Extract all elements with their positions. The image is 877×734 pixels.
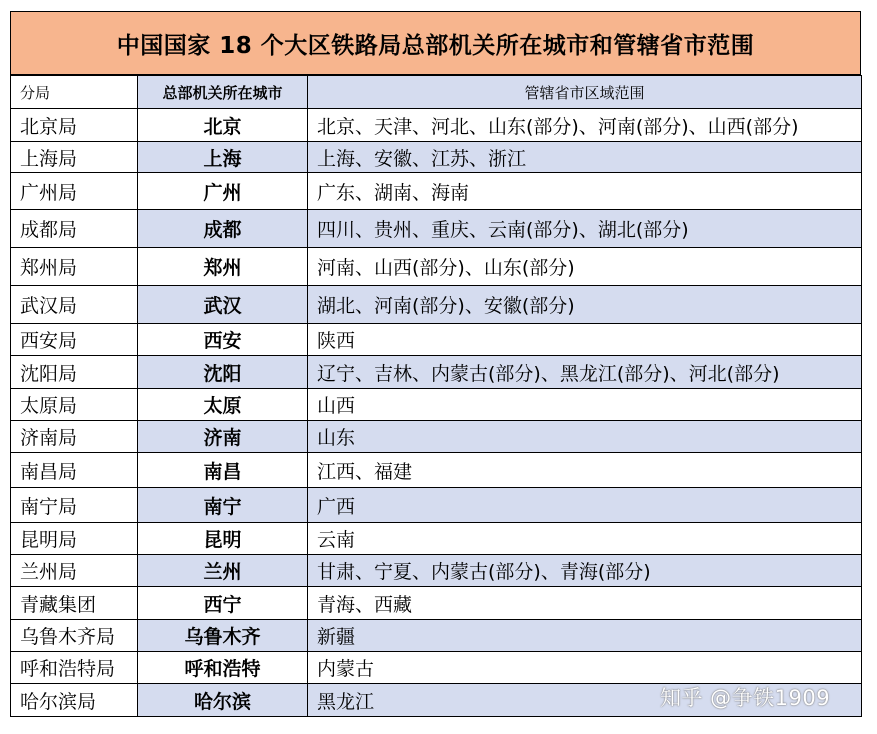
table-row xyxy=(11,555,862,587)
city-cell: 成都 xyxy=(138,210,308,248)
table-row xyxy=(11,421,862,453)
table-row xyxy=(11,286,862,324)
city-cell: 西宁 xyxy=(138,587,308,620)
bureau-cell: 沈阳局 xyxy=(11,356,138,389)
bureau-cell: 北京局 xyxy=(11,109,138,142)
table-row xyxy=(11,488,862,523)
bureau-cell: 乌鲁木齐局 xyxy=(11,620,138,652)
table-row xyxy=(11,523,862,555)
city-cell: 沈阳 xyxy=(138,356,308,389)
scope-cell: 北京、天津、河北、山东(部分)、河南(部分)、山西(部分) xyxy=(308,109,862,142)
table-row xyxy=(11,453,862,488)
table-row xyxy=(11,324,862,356)
scope-cell: 江西、福建 xyxy=(308,453,862,488)
header-row xyxy=(11,76,862,109)
bureau-cell: 郑州局 xyxy=(11,248,138,286)
city-cell: 武汉 xyxy=(138,286,308,324)
scope-cell: 黑龙江 xyxy=(308,684,862,717)
watermark: 知乎 @争铁1909 xyxy=(660,686,831,710)
city-cell: 西安 xyxy=(138,324,308,356)
bureau-table xyxy=(10,75,862,717)
city-cell: 昆明 xyxy=(138,523,308,555)
header-scope: 管辖省市区域范围 xyxy=(308,76,862,109)
table-row xyxy=(11,620,862,652)
table-row xyxy=(11,173,862,210)
city-cell: 乌鲁木齐 xyxy=(138,620,308,652)
scope-cell: 山东 xyxy=(308,421,862,453)
city-cell: 上海 xyxy=(138,142,308,173)
bureau-cell: 兰州局 xyxy=(11,555,138,587)
city-cell: 郑州 xyxy=(138,248,308,286)
city-cell: 北京 xyxy=(138,109,308,142)
scope-cell: 上海、安徽、江苏、浙江 xyxy=(308,142,862,173)
city-cell: 南昌 xyxy=(138,453,308,488)
bureau-cell: 广州局 xyxy=(11,173,138,210)
bureau-cell: 南昌局 xyxy=(11,453,138,488)
table-row xyxy=(11,248,862,286)
bureau-cell: 济南局 xyxy=(11,421,138,453)
scope-cell: 广东、湖南、海南 xyxy=(308,173,862,210)
scope-cell: 内蒙古 xyxy=(308,652,862,684)
scope-cell: 山西 xyxy=(308,389,862,421)
table-row xyxy=(11,652,862,684)
scope-cell: 湖北、河南(部分)、安徽(部分) xyxy=(308,286,862,324)
table-row xyxy=(11,389,862,421)
scope-cell: 河南、山西(部分)、山东(部分) xyxy=(308,248,862,286)
table-row xyxy=(11,356,862,389)
bureau-cell: 上海局 xyxy=(11,142,138,173)
table-row xyxy=(11,587,862,620)
bureau-cell: 武汉局 xyxy=(11,286,138,324)
bureau-cell: 昆明局 xyxy=(11,523,138,555)
bureau-cell: 青藏集团 xyxy=(11,587,138,620)
bureau-cell: 哈尔滨局 xyxy=(11,684,138,717)
bureau-cell: 成都局 xyxy=(11,210,138,248)
city-cell: 太原 xyxy=(138,389,308,421)
table-row xyxy=(11,142,862,173)
city-cell: 济南 xyxy=(138,421,308,453)
header-bureau: 分局 xyxy=(11,76,138,109)
table-title: 中国国家 18 个大区铁路局总部机关所在城市和管辖省市范围 xyxy=(10,11,861,75)
city-cell: 南宁 xyxy=(138,488,308,523)
bureau-cell: 西安局 xyxy=(11,324,138,356)
city-cell: 广州 xyxy=(138,173,308,210)
table-row xyxy=(11,109,862,142)
scope-cell: 新疆 xyxy=(308,620,862,652)
scope-cell: 四川、贵州、重庆、云南(部分)、湖北(部分) xyxy=(308,210,862,248)
railway-bureau-table-container xyxy=(10,11,861,717)
scope-cell: 陕西 xyxy=(308,324,862,356)
city-cell: 呼和浩特 xyxy=(138,652,308,684)
header-city: 总部机关所在城市 xyxy=(138,76,308,109)
city-cell: 哈尔滨 xyxy=(138,684,308,717)
bureau-cell: 呼和浩特局 xyxy=(11,652,138,684)
bureau-cell: 南宁局 xyxy=(11,488,138,523)
bureau-cell: 太原局 xyxy=(11,389,138,421)
scope-cell: 甘肃、宁夏、内蒙古(部分)、青海(部分) xyxy=(308,555,862,587)
city-cell: 兰州 xyxy=(138,555,308,587)
table-row xyxy=(11,210,862,248)
scope-cell: 青海、西藏 xyxy=(308,587,862,620)
scope-cell: 辽宁、吉林、内蒙古(部分)、黑龙江(部分)、河北(部分) xyxy=(308,356,862,389)
scope-cell: 云南 xyxy=(308,523,862,555)
scope-cell: 广西 xyxy=(308,488,862,523)
